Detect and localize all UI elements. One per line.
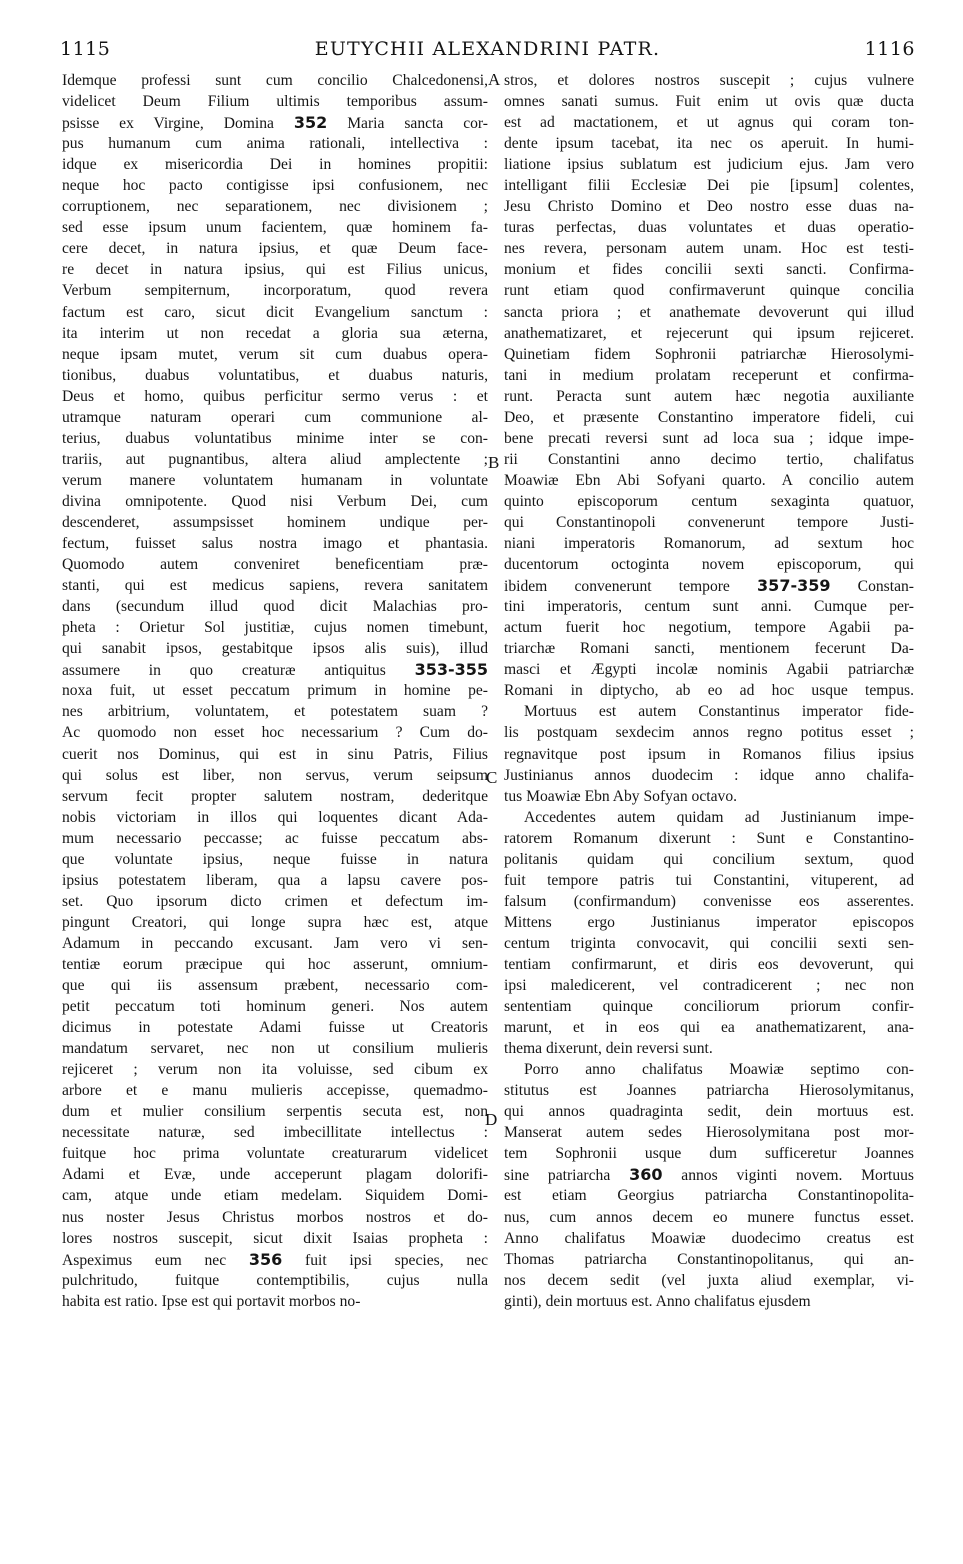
text-line: falsum (confirmandum) convenisse eos asserentes. [504,892,914,910]
text-line: servum fecit propter salutem nostram, dederitque [62,787,488,805]
text-line: descenderet, assumpsisset hominem undique per- [62,513,488,531]
text-line: tani in medium prolatam receperunt et confirma- [504,366,914,384]
text-line: tini imperatoris, centum sunt anni. Cumque per- [504,598,914,616]
text-line: cuerit nos Dominus, qui est in sinu Patris, Filius [62,745,488,763]
text-line: nobis victoriam in illos qui loquentes dicant Ada- [62,808,488,826]
text-line: dente ipsum tacebat, ita nec os aperuit. In humi- [504,135,914,153]
text-line: nos decem sedit (vel juxta aliud exemplar, vi- [504,1271,914,1289]
text-line: rii Constantini anno decimo tertio, chalifatus [504,450,914,468]
text-line: corruptionem, nec separationem, nec divisionem ; [62,198,488,216]
column-number: 360 [629,1165,663,1185]
text-line: sine patriarcha 360 annos viginti novem. Mortuus [504,1165,914,1185]
text-line: cam, atque unde etiam medelam. Siquidem Domi- [62,1187,488,1205]
text-line: pingunt Creatori, qui longe supra hæc est, atque [62,913,488,931]
text-line: Quomodo autem conveniret beneficentiam præ- [62,556,488,574]
text-line: Verbum sempiternum, incorporatum, quod revera [62,282,488,300]
text-line: liatione ipsius sublatum est judicium ejus. Jam vero [504,156,914,174]
text-line: ducentorum octoginta novem episcoporum, qui [504,556,914,574]
text-line: pulchritudo, fuitque contemptibilis, cujus nulla [62,1271,488,1289]
text-line: Deo, et præsente Constantino imperatore fideli, cui [504,408,914,426]
text-line: bene precati reversi sunt ad loca sua ; idque impe- [504,429,914,447]
column-number: 357-359 [757,576,831,596]
text-line: terius, duabus voluntatibus minime inter se con- [62,429,488,447]
text-line: masci et Ægypti incolæ nominis Agabii patriarchæ [504,661,914,679]
text-line: cere decet, in natura ipsius, et quæ Deum face- [62,240,488,258]
text-line: psisse ex Virgine, Domina 352 Maria sancta cor- [62,113,488,133]
left-page-number: 1115 [60,38,111,60]
text-line: verum manere voluntatem humanam in voluntate [62,471,488,489]
text-line: Quinetiam fidem Sophronii patriarchæ Hierosolymi- [504,345,914,363]
section-marker-d: D [485,1110,498,1129]
text-line: quinto episcoporum centum sexaginta quatuor, [504,492,914,510]
text-line: triarchæ Romani sancti, mentionem fecerunt Da- [504,640,914,658]
text-line: runt. Peracta sunt autem hæc negotia auxiliante [504,387,914,405]
section-marker-c: C [486,768,498,787]
text-line: petit peccatum toti hominum generi. Nos autem [62,998,488,1016]
text-line: stanti, qui est medicus sapiens, revera sanitatem [62,577,488,595]
text-line: tentiam confirmarunt, et diris eos devoverunt, qui [504,955,914,973]
running-title: EUTYCHII ALEXANDRINI PATR. [314,38,661,60]
text-line: turas perfectas, duas voluntates et duas operatio- [504,219,914,237]
text-line: nus, cum annos decem eo munere functus esset. [504,1208,914,1226]
column-number: 353-355 [414,660,488,680]
text-line: tionibus, duabus voluntatibus, et duabus naturis, [62,366,488,384]
text-line: nus noster Jesus Christus morbos nostros et do- [62,1208,488,1226]
text-line: Ac quomodo non esset hoc necessarium ? Cum do- [62,724,488,742]
text-line: pheta : Orietur Sol justitiæ, cujus nomen timebunt, [62,619,488,637]
text-line: trariis, aut pugnantibus, altera aliud amplectente ; [62,450,488,468]
text-line: ibidem convenerunt tempore 357-359 Constan- [504,576,914,596]
text-line: intelligant filii Ecclesiæ Dei pie [ipsum] colentes, [504,177,914,195]
column-number: 352 [293,113,328,133]
text-line: ipsius potestatem liberam, qua a lapsu cavere pos- [62,871,488,889]
text-line: ginti), dein mortuus est. Anno chalifatus ejusdem [504,1292,811,1310]
text-line: divina omnipotente. Quod nisi Verbum Dei, cum [62,492,488,510]
page-header [60,38,915,68]
column-number: 356 [248,1249,283,1269]
text-line: sed esse ipsum unum facientem, quæ hominem fa- [62,219,488,237]
text-line: politanis quidam qui concilium sextum, quod [504,850,914,868]
text-line: assumere in quo creaturæ antiquitus 353-355 [62,660,488,680]
text-line: set. Quo ipsorum dicto crimen et defectum im- [62,892,488,910]
text-line: ita interim ut non recedat a gloria sua æterna, [62,324,488,342]
text-line: Aspeximus eum nec 356 fuit ipsi species, nec [62,1249,488,1269]
text-line: idque ex misericordia Dei in homines propitii: [62,156,488,174]
text-line: tus Moawiæ Ebn Aby Sofyan octavo. [504,787,738,805]
text-line: tentiæ eorum præcipue qui hoc asserunt, omnium- [62,955,488,973]
text-line: Adami et Evæ, unde acceperunt plagam dolorifi- [62,1166,488,1184]
text-line: Idemque professi sunt cum concilio Chalcedonensi, [62,72,488,89]
text-line: que voluntate ipsius, neque fuisse in natura [62,850,488,868]
text-line: niani imperatoris Romanorum, ad sextum hoc [504,535,914,553]
text-line: noxa fuit, ut esset peccatum primum in homine pe- [62,682,488,700]
text-line: sententiam quinque conciliorum priorum confir- [504,998,914,1016]
right-text-column [504,70,914,1312]
text-line: rejiceret ; verum non ita voluisse, sed cibum ex [62,1061,488,1079]
text-line: Romani in diptycho, ab eo ad hoc usque tempus. [504,682,914,700]
text-line: Moawiæ Ebn Abi Sofyani quarto. A concilio autem [504,471,914,489]
text-line: nes arbitrium, voluntatem, et potestatem suam ? [62,703,488,721]
text-line: nes revera, personam autem unam. Hoc est testi- [504,240,914,258]
text-line: que qui iis assensum præbent, necessario com- [62,977,488,995]
text-line: dans (secundum illud quod dicit Malachias pro- [62,598,488,616]
text-line: fuitque hoc prima voluntate creaturarum videlicet [62,1145,488,1163]
text-line: necessitate naturæ, sed imbecillitate intellectus : [62,1124,488,1142]
text-line: stitutus est Joannes patriarcha Hierosolymitanus, [504,1082,914,1100]
text-line: fuit tempore patris tui Constantini, vituperent, ad [504,871,914,889]
section-marker-a: A [488,70,501,89]
text-line: pus humanum cum anima rationali, intellectiva : [62,135,488,153]
text-line: qui Constantinopoli convenerunt tempore Justi- [504,513,914,531]
text-line: utramque naturam operari cum communione al- [62,408,488,426]
text-line: runt etiam quod confirmaverunt quinque concilia [504,282,914,300]
text-line: Jesu Christo Domino et Deo nostro esse duas na- [504,198,914,216]
text-line: Thomas patriarcha Constantinopolitanus, qui an- [504,1250,914,1268]
text-line: sancta priora ; et anathemate devoverunt qui illud [504,303,914,321]
text-line: Mittens ergo Justinianus imperator episcopos [504,913,914,931]
text-line: dicimus in potestate Adami fuisse ut Creatoris [62,1019,488,1037]
text-line: regnavitque post ipsum in Romanos filius ipsius [504,745,914,763]
text-line: qui solus est liber, non servus, verum seipsum [62,766,488,784]
text-line: dum et mulier consilium serpentis secuta est, non [62,1103,488,1121]
text-line: qui annos quadraginta sedit, dein mortuus est. [504,1103,914,1121]
text-line: omnes sanati sumus. Fuit enim ut ovis quæ ducta [504,93,914,111]
text-line: Anno chalifatus Moawiæ duodecimo creatus est [504,1229,914,1247]
text-line: habita est ratio. Ipse est qui portavit morbos no- [62,1292,361,1310]
text-line: Mortuus est autem Constantinus imperator fide- [524,703,914,721]
text-line: videlicet Deum Filium ultimis temporibus assum- [62,93,488,111]
text-line: Deus et homo, quibus perficitur sermo verus : et [62,387,488,405]
text-line: lis postquam sexdecim annos regno potitus esset ; [504,724,914,742]
text-line: Porro anno chalifatus Moawiæ septimo con- [524,1061,914,1079]
text-line: fectum, fuisset salus nostra imago et phantasia. [62,535,488,553]
text-line: marunt, et in eos qui ea anathematizarent, ana- [504,1019,914,1037]
text-line: est ad mactationem, et ut agnus qui coram ton- [504,114,914,132]
section-marker-b: B [488,453,500,472]
text-line: Manserat autem sedes Hierosolymitana post mor- [504,1124,914,1142]
text-line: stros, et dolores nostros suscepit ; cujus vulnere [504,72,914,89]
text-line: lores nostros suscepit, sicut dixit Isaias propheta : [62,1229,488,1247]
left-text-column [62,70,488,1312]
text-line: Adamum in peccando excusant. Jam vero vi sen- [62,934,488,952]
text-line: qui sanabit ipsos, gestabitque ipsos alis suis), illud [62,640,488,658]
text-line: re decet in natura ipsius, qui est Filius unicus, [62,261,488,279]
text-line: thema dixerunt, dein reversi sunt. [504,1040,713,1058]
text-line: factum est caro, sicut dicit Evangelium sanctum : [62,303,488,321]
text-line: ipsi maledicerent, vel contradicerent ; nec non [504,977,914,995]
text-line: arbore et e manu mulieris accepisse, quemadmo- [62,1082,488,1100]
text-line: actum fuerit hoc negotium, tempore Agabii pa- [504,619,914,637]
text-line: Accedentes autem quidam ad Justinianum impe- [524,808,914,826]
text-line: anathematizaret, et rejecerunt qui ipsum rejiceret. [504,324,914,342]
text-line: centum triginta convocavit, qui concilii sexti sen- [504,934,914,952]
text-line: est etiam Georgius patriarcha Constantinopolita- [504,1187,914,1205]
text-line: monium et fides concilii sexti sancti. Confirma- [504,261,914,279]
text-line: mandatum servaret, nec non ut consilium mulieris [62,1040,488,1058]
text-line: neque hoc pacto contigisse ipsi confusionem, nec [62,177,488,195]
text-line: Justinianus annos duodecim : idque anno chalifa- [504,766,914,784]
text-line: tem Sophronii usque dum sufficeretur Joannes [504,1145,914,1163]
right-page-number: 1116 [864,38,915,60]
text-line: mum necessario peccasse; ac fuisse peccatum abs- [62,829,488,847]
text-line: neque ipsam mutet, verum sit cum duabus opera- [62,345,488,363]
text-line: ratorem Romanum dixerunt : Sunt e Constantino- [504,829,914,847]
